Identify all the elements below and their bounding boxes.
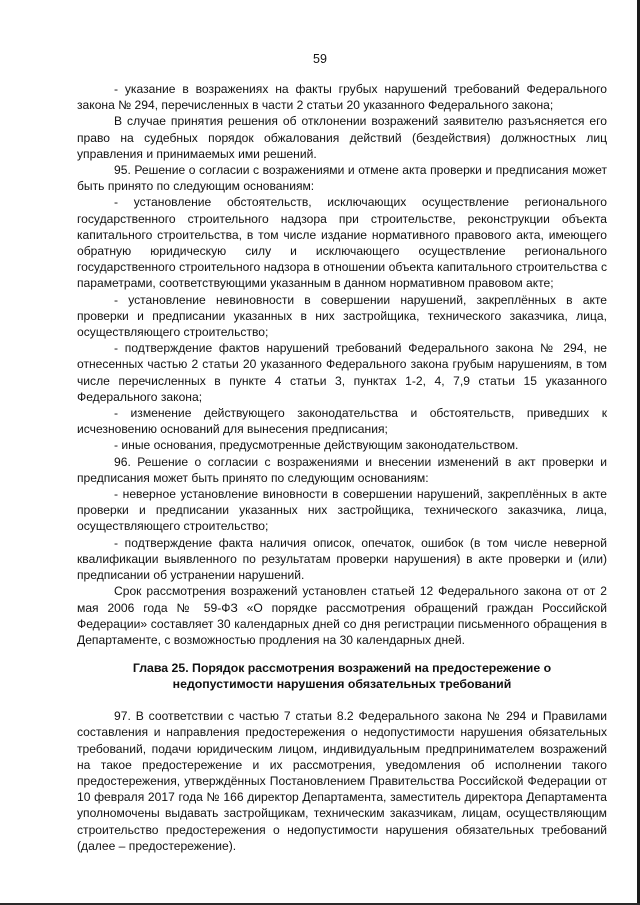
paragraph: - изменение действующего законодательства и обстоятельств, приведших к исчезновению оснований для вынесения предписания; xyxy=(77,406,607,437)
document-body xyxy=(77,81,607,854)
paragraph: - установление обстоятельств, исключающих осуществление регионального государственного строительного надзора при строительстве, реконструкции объекта капитального строительства, в том числе издание нормативного правового акта, имеющего обратную юридическую силу и исключающего осуществление регионального государственного строительного надзора в отношении объекта капитального строительства с параметрами, соответствующими указанным в данном нормативном правовом акте; xyxy=(77,195,607,291)
paragraph: - подтверждение факта наличия описок, опечаток, ошибок (в том числе неверной квалификации выявленного по результатам проверки нарушения) в акте проверки и (или) предписании об устранении нарушений. xyxy=(77,535,607,583)
paragraph: Срок рассмотрения возражений установлен статьей 12 Федерального закона от от 2 мая 2006 года № 59-ФЗ «О порядке рассмотрения обращений граждан Российской Федерации» составляет 30 календарных дней со дня регистрации письменного обращения в Департаменте, с возможностью продления на 30 календарных дней. xyxy=(77,584,607,647)
chapter-title xyxy=(77,660,607,692)
chapter-title-line: Глава 25. Порядок рассмотрения возражений на предостережение о xyxy=(132,661,552,676)
paragraph: - иные основания, предусмотренные действующим законодательством. xyxy=(114,438,519,453)
paragraph: - подтверждение фактов нарушений требований Федерального закона № 294, не отнесенных частью 2 статьи 20 указанного Федерального закона грубым нарушениям, в том числе перечисленных в пункте 4 статьи 3, пунктах 1-2, 4, 7,9 статьи 15 указанного Федерального закона; xyxy=(77,341,607,404)
paragraph: - установление невиновности в совершении нарушений, закреплённых в акте проверки и предписании указанных в них застройщика, технического заказчика, лица, осуществляющего строительство; xyxy=(77,292,607,340)
paragraph: 96. Решение о согласии с возражениями и внесении изменений в акт проверки и предписания может быть принято по следующим основаниям: xyxy=(77,454,607,485)
page-number: 59 xyxy=(313,52,327,66)
paragraph: В случае принятия решения об отклонении возражений заявителю разъясняется его право на судебных порядок обжалования действий (бездействия) должностных лиц управления и принимаемых ими решений. xyxy=(77,114,607,161)
paragraph: - неверное установление виновности в совершении нарушений, закреплённых в акте проверки и предписании указанных них застройщика, технического заказчика, лица, осуществляющего строительство; xyxy=(77,487,607,534)
paragraph: - указание в возражениях на факты грубых нарушений требований Федерального закона № 294, перечисленных в части 2 статьи 20 указанного Федерального закона; xyxy=(77,82,607,113)
paragraph: 97. В соответствии с частью 7 статьи 8.2 Федерального закона № 294 и Правилами составления и направления предостережения о недопустимости нарушения обязательных требований, подачи юридическим лицом, индивидуальным предпринимателем возражений на такое предостережение и их рассмотрения, уведомления об исполнении такого предостережения, утверждённых Постановлением Правительства Российской Федерации от 10 февраля 2017 года № 166 директор Департамента, заместитель директора Департамента уполномочены выдавать застройщикам, техническим заказчикам, лицам, осуществляющим строительство предостережения о недопустимости нарушения обязательных требований (далее – предостережение). xyxy=(77,709,607,853)
paragraph: 95. Решение о согласии с возражениями и отмене акта проверки и предписания может быть принято по следующим основаниям: xyxy=(77,163,607,194)
chapter-title-line: недопустимости нарушения обязательных требований xyxy=(172,677,512,692)
